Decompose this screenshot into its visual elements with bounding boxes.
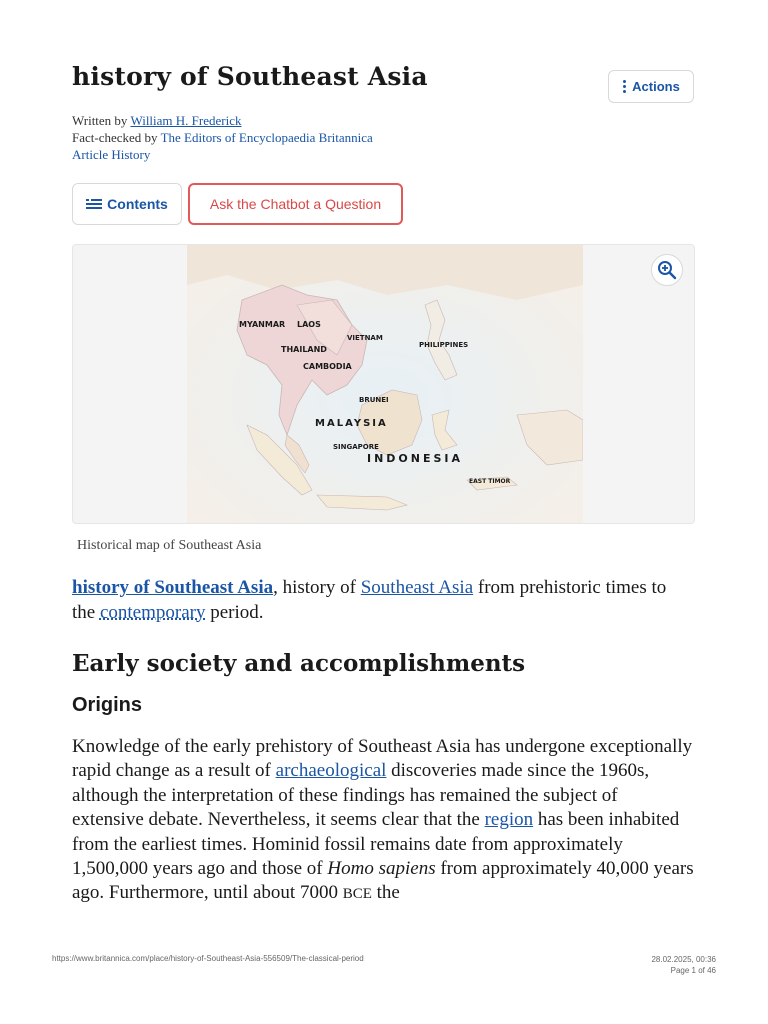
map-label-indonesia: INDONESIA [367, 452, 464, 465]
map-label-myanmar: MYANMAR [239, 320, 286, 329]
article-history-link[interactable]: Article History [72, 147, 151, 162]
map-label-cambodia: CAMBODIA [303, 362, 352, 371]
byline [72, 112, 373, 163]
section-heading: Early society and accomplishments [72, 650, 526, 677]
map-label-vietnam: VIETNAM [347, 334, 383, 342]
map-label-brunei: BRUNEI [359, 396, 389, 404]
zoom-in-button[interactable] [651, 254, 683, 286]
map-label-east-timor: EAST TIMOR [469, 478, 511, 485]
map-label-singapore: SINGAPORE [333, 443, 379, 451]
intro-text-1: , history of [273, 577, 361, 598]
zoom-in-icon [657, 260, 677, 280]
intro-text-3: period. [205, 602, 264, 623]
southeast-asia-link[interactable]: Southeast Asia [360, 577, 474, 598]
homo-sapiens-italic: Homo sapiens [327, 858, 436, 880]
contents-button[interactable] [72, 183, 182, 225]
region-link[interactable]: region [484, 809, 534, 831]
origins-paragraph [72, 735, 694, 907]
fact-checker-link[interactable]: The Editors of Encyclopaedia Britannica [160, 130, 373, 145]
intro-text-2: from prehistoric times to the [72, 577, 667, 623]
archaeological-link[interactable]: archaeological [275, 760, 387, 782]
page-title: history of Southeast Asia [72, 62, 428, 91]
para-text-4: from approximately 40,000 years ago. Furthermore, until about 7000 [72, 858, 694, 904]
map-label-thailand: THAILAND [281, 345, 327, 354]
print-footer-url: https://www.britannica.com/place/history-of-Southeast-Asia-556509/The-classical-period [52, 954, 364, 963]
para-text-2: discoveries made since the 1960s, although the interpretation of these findings has remained the subject of extensive debate. Nevertheless, it seems clear that the [72, 760, 650, 831]
subsection-heading: Origins [72, 694, 143, 716]
map-label-philippines: PHILIPPINES [419, 341, 469, 349]
fact-check-line [72, 129, 373, 146]
map-figure[interactable] [72, 244, 695, 524]
contemporary-link[interactable]: contemporary [99, 602, 206, 623]
contents-label: Contents [107, 196, 168, 212]
print-datetime: 28.02.2025, 00:36 [651, 955, 716, 964]
print-page-number: Page 1 of 46 [670, 966, 716, 975]
ask-chatbot-button[interactable]: Ask the Chatbot a Question [188, 183, 403, 225]
actions-label: Actions [632, 79, 680, 94]
para-text-5: the [371, 882, 400, 904]
author-link[interactable]: William H. Frederick [130, 113, 242, 128]
map-label-malaysia: MALAYSIA [315, 418, 388, 429]
fact-checked-prefix: Fact-checked by [72, 130, 158, 145]
written-by-prefix: Written by [72, 113, 128, 128]
southeast-asia-map [187, 245, 583, 523]
article-title-link[interactable]: history of Southeast Asia [72, 577, 274, 598]
more-vertical-icon [622, 80, 626, 93]
para-text-1: Knowledge of the early prehistory of Southeast Asia has undergone exceptionally rapid change as a result of [72, 736, 693, 782]
bce-smallcaps: BCE [342, 886, 372, 903]
map-label-laos: LAOS [297, 320, 321, 329]
author-line [72, 112, 373, 129]
print-footer-meta [651, 954, 716, 976]
actions-button[interactable] [608, 70, 694, 103]
para-text-3: has been inhabited from the earliest times. Hominid fossil remains date from approximately 1,500,000 years ago and those of [72, 809, 680, 880]
map-caption: Historical map of Southeast Asia [77, 538, 262, 553]
list-icon [86, 198, 102, 210]
intro-paragraph [72, 575, 692, 625]
